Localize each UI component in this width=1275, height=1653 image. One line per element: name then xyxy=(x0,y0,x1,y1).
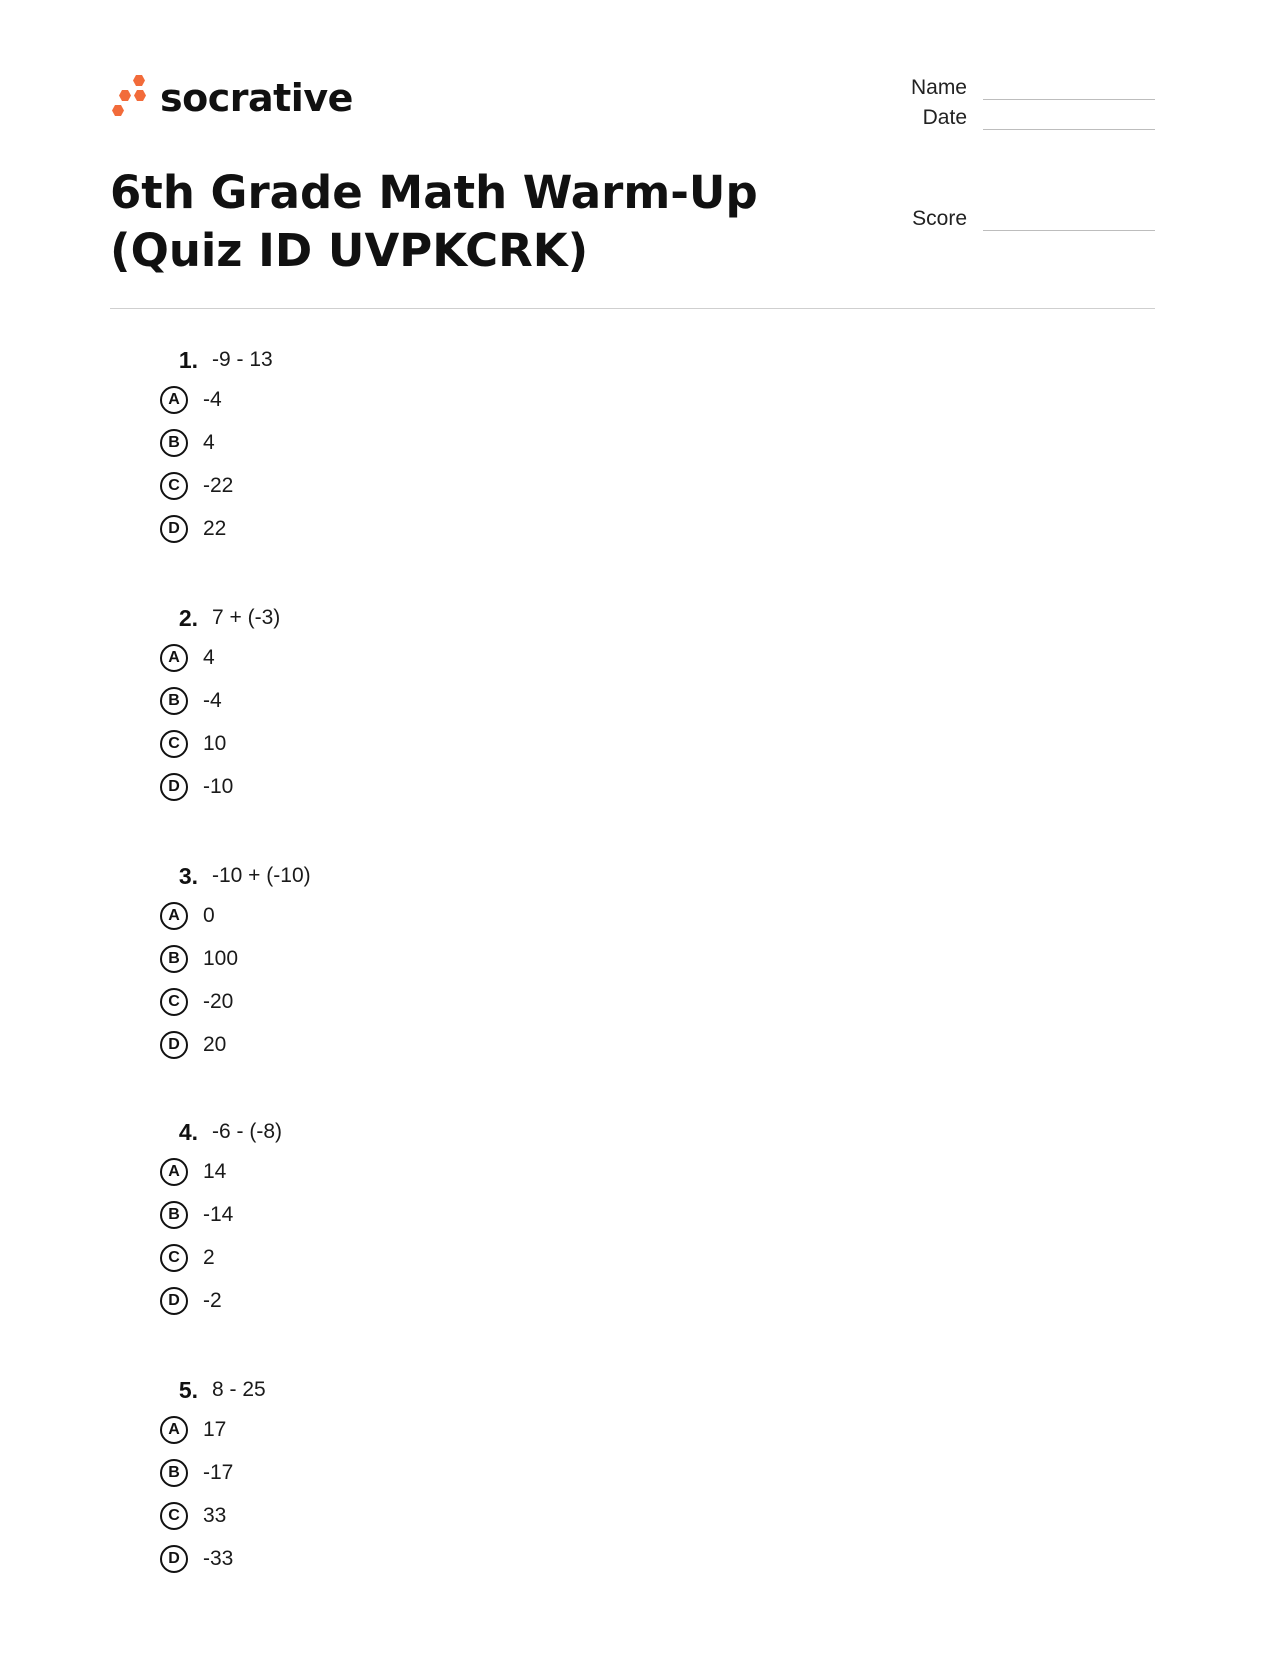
score-label: Score xyxy=(912,207,967,230)
answer-bubble[interactable]: B xyxy=(160,1459,188,1487)
question-3 xyxy=(160,858,760,1066)
choice-c[interactable] xyxy=(160,1494,760,1537)
answer-bubble[interactable]: A xyxy=(160,902,188,930)
name-field[interactable] xyxy=(850,76,1155,100)
choice-text: -4 xyxy=(203,688,222,712)
answer-bubble[interactable]: C xyxy=(160,1502,188,1530)
choice-text: 0 xyxy=(203,903,215,927)
logo-text: socrative xyxy=(160,76,353,120)
question-number: 3. xyxy=(178,862,198,889)
choice-b[interactable] xyxy=(160,937,760,980)
answer-bubble[interactable]: D xyxy=(160,1545,188,1573)
socrative-logo xyxy=(110,72,353,124)
choice-text: -10 xyxy=(203,774,234,798)
question-number: 4. xyxy=(178,1118,198,1145)
choice-text: 14 xyxy=(203,1159,227,1183)
answer-bubble[interactable]: A xyxy=(160,644,188,672)
name-label: Name xyxy=(910,76,967,99)
page-title: 6th Grade Math Warm-Up (Quiz ID UVPKCRK) xyxy=(110,166,758,277)
choice-a[interactable] xyxy=(160,894,760,937)
question-text: 8 - 25 xyxy=(212,1378,266,1401)
answer-bubble[interactable]: B xyxy=(160,429,188,457)
question-header xyxy=(160,342,760,378)
choice-a[interactable] xyxy=(160,1408,760,1451)
choice-b[interactable] xyxy=(160,421,760,464)
answer-bubble[interactable]: C xyxy=(160,1244,188,1272)
answer-bubble[interactable]: D xyxy=(160,773,188,801)
date-field[interactable] xyxy=(850,106,1155,130)
question-text: -6 - (-8) xyxy=(212,1120,282,1143)
answer-bubble[interactable]: A xyxy=(160,386,188,414)
choice-c[interactable] xyxy=(160,1236,760,1279)
choice-text: 100 xyxy=(203,946,239,970)
answer-bubble[interactable]: C xyxy=(160,730,188,758)
choice-d[interactable] xyxy=(160,1279,760,1322)
answer-bubble[interactable]: B xyxy=(160,687,188,715)
choice-text: -33 xyxy=(203,1546,234,1570)
score-field[interactable] xyxy=(850,207,1155,231)
answer-bubble[interactable]: C xyxy=(160,988,188,1016)
choice-a[interactable] xyxy=(160,636,760,679)
name-line[interactable] xyxy=(983,79,1155,100)
date-line[interactable] xyxy=(983,109,1155,130)
question-2 xyxy=(160,600,760,808)
question-header xyxy=(160,1372,760,1408)
question-number: 2. xyxy=(178,604,198,631)
choice-text: 2 xyxy=(203,1245,215,1269)
question-text: 7 + (-3) xyxy=(212,606,281,629)
choice-b[interactable] xyxy=(160,679,760,722)
question-header xyxy=(160,1114,760,1150)
question-text: -9 - 13 xyxy=(212,348,273,371)
question-4 xyxy=(160,1114,760,1322)
choice-text: 33 xyxy=(203,1503,227,1527)
header-divider xyxy=(110,308,1155,309)
choice-b[interactable] xyxy=(160,1193,760,1236)
choice-text: 22 xyxy=(203,516,227,540)
choice-text: -17 xyxy=(203,1460,234,1484)
answer-bubble[interactable]: A xyxy=(160,1416,188,1444)
choice-text: -2 xyxy=(203,1288,222,1312)
question-1 xyxy=(160,342,760,550)
choice-d[interactable] xyxy=(160,1023,760,1066)
hexagon-cluster-icon xyxy=(110,73,150,123)
answer-bubble[interactable]: B xyxy=(160,1201,188,1229)
question-header xyxy=(160,858,760,894)
question-text: -10 + (-10) xyxy=(212,864,311,887)
choice-text: 4 xyxy=(203,430,215,454)
choice-d[interactable] xyxy=(160,765,760,808)
question-5 xyxy=(160,1372,760,1580)
choice-text: 17 xyxy=(203,1417,227,1441)
answer-bubble[interactable]: B xyxy=(160,945,188,973)
choice-a[interactable] xyxy=(160,1150,760,1193)
choice-text: 10 xyxy=(203,731,227,755)
answer-bubble[interactable]: D xyxy=(160,1031,188,1059)
question-number: 5. xyxy=(178,1376,198,1403)
answer-bubble[interactable]: D xyxy=(160,1287,188,1315)
date-label: Date xyxy=(922,106,967,129)
answer-bubble[interactable]: A xyxy=(160,1158,188,1186)
choice-b[interactable] xyxy=(160,1451,760,1494)
choice-c[interactable] xyxy=(160,980,760,1023)
question-number: 1. xyxy=(178,346,198,373)
choice-text: 4 xyxy=(203,645,215,669)
choice-text: 20 xyxy=(203,1032,227,1056)
score-line[interactable] xyxy=(983,210,1155,231)
choice-c[interactable] xyxy=(160,722,760,765)
choice-a[interactable] xyxy=(160,378,760,421)
choice-text: -20 xyxy=(203,989,234,1013)
answer-bubble[interactable]: C xyxy=(160,472,188,500)
choice-d[interactable] xyxy=(160,507,760,550)
choice-text: -22 xyxy=(203,473,234,497)
choice-text: -4 xyxy=(203,387,222,411)
question-header xyxy=(160,600,760,636)
choice-d[interactable] xyxy=(160,1537,760,1580)
choice-text: -14 xyxy=(203,1202,234,1226)
answer-bubble[interactable]: D xyxy=(160,515,188,543)
choice-c[interactable] xyxy=(160,464,760,507)
